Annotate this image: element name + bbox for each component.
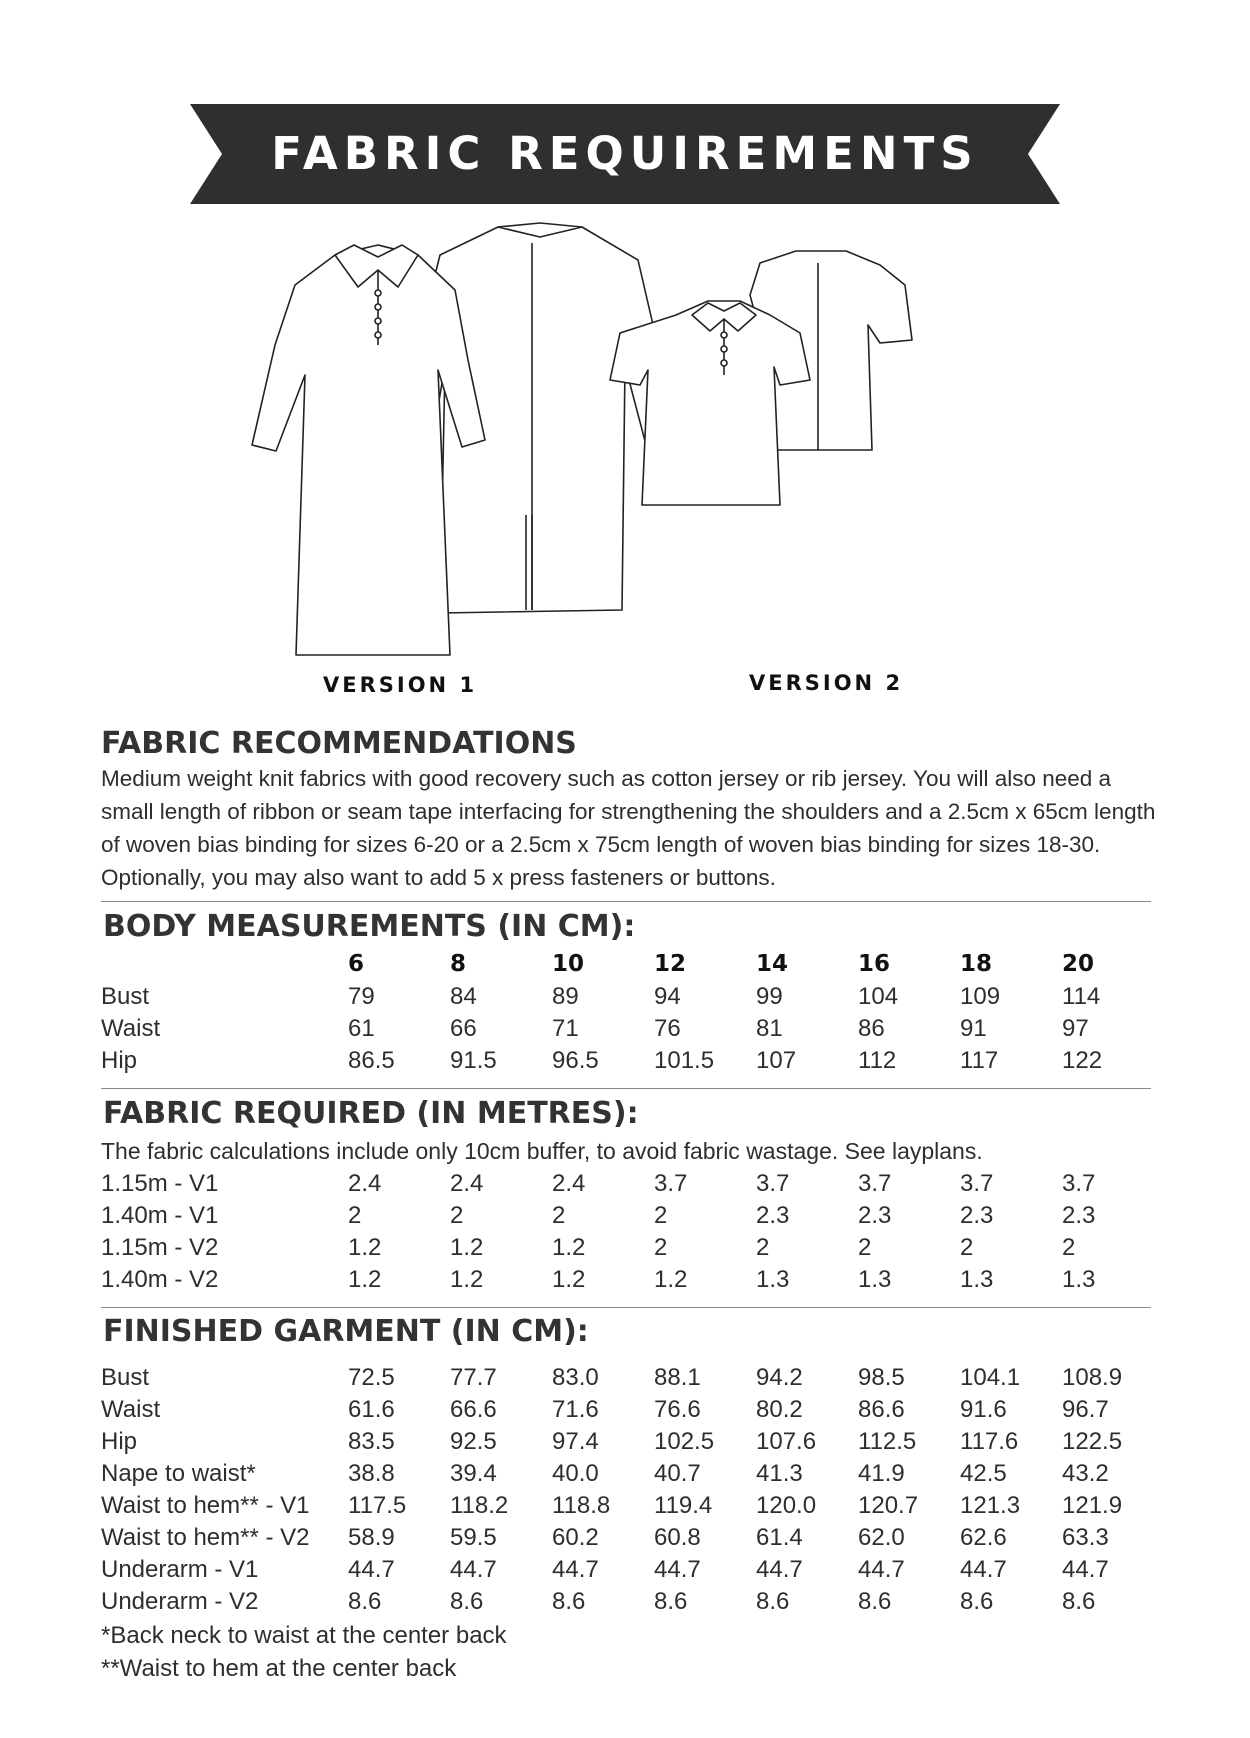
size-cell: 14	[756, 951, 789, 977]
table-row	[101, 983, 1161, 1015]
body-measurements-heading: BODY MEASUREMENTS (IN CM):	[103, 909, 636, 944]
garment-illustrations	[240, 215, 1000, 670]
row-label: Waist	[101, 1015, 161, 1042]
value-cell: 1.3	[960, 1266, 994, 1293]
value-cell: 102.5	[654, 1428, 715, 1455]
version-1-label: VERSION 1	[323, 673, 478, 697]
value-cell: 122	[1062, 1047, 1103, 1074]
value-cell: 2	[960, 1234, 974, 1261]
value-cell: 80.2	[756, 1396, 803, 1423]
row-label: Hip	[101, 1047, 138, 1074]
row-label: Waist	[101, 1396, 161, 1423]
value-cell: 2.3	[960, 1202, 994, 1229]
value-cell: 107.6	[756, 1428, 817, 1455]
value-cell: 2	[858, 1234, 872, 1261]
value-cell: 2	[552, 1202, 566, 1229]
value-cell: 8.6	[654, 1588, 688, 1615]
divider	[101, 1307, 1151, 1308]
value-cell: 44.7	[552, 1556, 599, 1583]
value-cell: 76	[654, 1015, 681, 1042]
value-cell: 2.4	[552, 1170, 586, 1197]
value-cell: 38.8	[348, 1460, 395, 1487]
value-cell: 76.6	[654, 1396, 701, 1423]
value-cell: 83.5	[348, 1428, 395, 1455]
value-cell: 40.0	[552, 1460, 599, 1487]
value-cell: 83.0	[552, 1364, 599, 1391]
row-label: Hip	[101, 1428, 138, 1455]
value-cell: 120.0	[756, 1492, 817, 1519]
fabric-recommendations-heading: FABRIC RECOMMENDATIONS	[101, 726, 577, 761]
value-cell: 109	[960, 983, 1001, 1010]
value-cell: 60.8	[654, 1524, 701, 1551]
value-cell: 8.6	[552, 1588, 586, 1615]
value-cell: 58.9	[348, 1524, 395, 1551]
value-cell: 117.5	[348, 1492, 407, 1519]
table-row	[101, 1266, 1161, 1298]
footnote-nape: *Back neck to waist at the center back	[101, 1622, 507, 1649]
table-row	[101, 1492, 1161, 1524]
value-cell: 3.7	[858, 1170, 892, 1197]
value-cell: 40.7	[654, 1460, 701, 1487]
value-cell: 3.7	[1062, 1170, 1096, 1197]
value-cell: 89	[552, 983, 579, 1010]
value-cell: 92.5	[450, 1428, 497, 1455]
value-cell: 71.6	[552, 1396, 599, 1423]
value-cell: 94	[654, 983, 681, 1010]
table-row	[101, 1524, 1161, 1556]
value-cell: 3.7	[960, 1170, 994, 1197]
value-cell: 66	[450, 1015, 477, 1042]
value-cell: 61.4	[756, 1524, 803, 1551]
value-cell: 107	[756, 1047, 797, 1074]
value-cell: 91	[960, 1015, 987, 1042]
value-cell: 59.5	[450, 1524, 497, 1551]
row-label: 1.40m - V1	[101, 1202, 219, 1229]
value-cell: 2	[450, 1202, 464, 1229]
value-cell: 112	[858, 1047, 897, 1074]
value-cell: 1.2	[552, 1266, 586, 1293]
value-cell: 79	[348, 983, 375, 1010]
value-cell: 88.1	[654, 1364, 701, 1391]
value-cell: 108.9	[1062, 1364, 1123, 1391]
table-row	[101, 1202, 1161, 1234]
value-cell: 2	[654, 1202, 668, 1229]
table-row	[101, 1588, 1161, 1620]
value-cell: 8.6	[450, 1588, 484, 1615]
size-cell: 18	[960, 951, 993, 977]
value-cell: 86	[858, 1015, 885, 1042]
page-title: FABRIC REQUIREMENTS	[271, 127, 979, 180]
size-cell: 12	[654, 951, 687, 977]
value-cell: 44.7	[756, 1556, 803, 1583]
value-cell: 97	[1062, 1015, 1089, 1042]
value-cell: 1.2	[348, 1266, 382, 1293]
value-cell: 61.6	[348, 1396, 395, 1423]
row-label: Underarm - V2	[101, 1588, 259, 1615]
row-label: 1.40m - V2	[101, 1266, 219, 1293]
value-cell: 72.5	[348, 1364, 395, 1391]
value-cell: 41.9	[858, 1460, 905, 1487]
footnote-waist-to-hem: **Waist to hem at the center back	[101, 1655, 457, 1682]
value-cell: 1.2	[654, 1266, 688, 1293]
table-row	[101, 1234, 1161, 1266]
value-cell: 86.5	[348, 1047, 395, 1074]
value-cell: 44.7	[858, 1556, 905, 1583]
divider	[101, 1088, 1151, 1089]
table-row	[101, 1556, 1161, 1588]
table-row	[101, 1015, 1161, 1047]
size-cell: 10	[552, 951, 585, 977]
table-row	[101, 1396, 1161, 1428]
finished-garment-heading: FINISHED GARMENT (IN CM):	[103, 1314, 589, 1349]
value-cell: 2	[654, 1234, 668, 1261]
size-cell: 16	[858, 951, 891, 977]
row-label: Bust	[101, 1364, 150, 1391]
value-cell: 44.7	[348, 1556, 395, 1583]
value-cell: 122.5	[1062, 1428, 1123, 1455]
value-cell: 8.6	[756, 1588, 790, 1615]
value-cell: 1.2	[552, 1234, 586, 1261]
value-cell: 3.7	[756, 1170, 790, 1197]
value-cell: 1.2	[450, 1234, 484, 1261]
fabric-recommendations-text: Medium weight knit fabrics with good recovery such as cotton jersey or rib jersey. You will also need a small length of ribbon or seam tape interfacing for strengthening the shoulders and a 2.5cm x 65cm length of woven bias binding for sizes 6-20 or a 2.5cm x 75cm length of woven bias binding for sizes 18-30. Optionally, you may also want to add 5 x press fasteners or buttons.	[101, 766, 1156, 890]
row-label: Underarm - V1	[101, 1556, 259, 1583]
size-cell: 20	[1062, 951, 1095, 977]
value-cell: 118.8	[552, 1492, 611, 1519]
value-cell: 121.3	[960, 1492, 1021, 1519]
value-cell: 104.1	[960, 1364, 1021, 1391]
value-cell: 2.4	[348, 1170, 382, 1197]
value-cell: 2	[756, 1234, 770, 1261]
value-cell: 91.5	[450, 1047, 497, 1074]
table-row	[101, 1460, 1161, 1492]
value-cell: 44.7	[450, 1556, 497, 1583]
value-cell: 8.6	[1062, 1588, 1096, 1615]
size-cell: 8	[450, 951, 467, 977]
fabric-required-heading: FABRIC REQUIRED (IN METRES):	[103, 1096, 639, 1131]
value-cell: 1.2	[450, 1266, 484, 1293]
value-cell: 118.2	[450, 1492, 509, 1519]
value-cell: 96.5	[552, 1047, 599, 1074]
value-cell: 8.6	[960, 1588, 994, 1615]
value-cell: 44.7	[654, 1556, 701, 1583]
value-cell: 8.6	[348, 1588, 382, 1615]
value-cell: 66.6	[450, 1396, 497, 1423]
fabric-calculation-note: The fabric calculations include only 10cm buffer, to avoid fabric wastage. See layplans.	[101, 1138, 983, 1164]
value-cell: 2.3	[1062, 1202, 1096, 1229]
table-row	[101, 1428, 1161, 1460]
divider	[101, 901, 1151, 902]
value-cell: 94.2	[756, 1364, 803, 1391]
value-cell: 42.5	[960, 1460, 1007, 1487]
value-cell: 1.3	[1062, 1266, 1096, 1293]
value-cell: 2	[1062, 1234, 1076, 1261]
value-cell: 43.2	[1062, 1460, 1109, 1487]
value-cell: 86.6	[858, 1396, 905, 1423]
value-cell: 81	[756, 1015, 783, 1042]
value-cell: 117.6	[960, 1428, 1019, 1455]
table-row	[101, 1170, 1161, 1202]
value-cell: 2.3	[858, 1202, 892, 1229]
table-row	[101, 1047, 1161, 1079]
value-cell: 77.7	[450, 1364, 497, 1391]
value-cell: 60.2	[552, 1524, 599, 1551]
value-cell: 99	[756, 983, 783, 1010]
row-label: 1.15m - V1	[101, 1170, 219, 1197]
value-cell: 39.4	[450, 1460, 497, 1487]
value-cell: 63.3	[1062, 1524, 1109, 1551]
value-cell: 62.0	[858, 1524, 905, 1551]
value-cell: 119.4	[654, 1492, 713, 1519]
value-cell: 112.5	[858, 1428, 917, 1455]
value-cell: 2.4	[450, 1170, 484, 1197]
value-cell: 1.3	[858, 1266, 892, 1293]
value-cell: 104	[858, 983, 899, 1010]
value-cell: 114	[1062, 983, 1101, 1010]
value-cell: 71	[552, 1015, 579, 1042]
size-cell: 6	[348, 951, 365, 977]
size-header-row	[101, 951, 1161, 983]
value-cell: 96.7	[1062, 1396, 1109, 1423]
value-cell: 61	[348, 1015, 375, 1042]
value-cell: 2	[348, 1202, 362, 1229]
row-label: Waist to hem** - V2	[101, 1524, 310, 1551]
value-cell: 97.4	[552, 1428, 599, 1455]
value-cell: 41.3	[756, 1460, 803, 1487]
version-2-label: VERSION 2	[749, 671, 904, 695]
row-label: Bust	[101, 983, 150, 1010]
value-cell: 91.6	[960, 1396, 1007, 1423]
row-label: Waist to hem** - V1	[101, 1492, 310, 1519]
value-cell: 44.7	[960, 1556, 1007, 1583]
value-cell: 1.2	[348, 1234, 382, 1261]
value-cell: 62.6	[960, 1524, 1007, 1551]
value-cell: 8.6	[858, 1588, 892, 1615]
value-cell: 2.3	[756, 1202, 790, 1229]
value-cell: 84	[450, 983, 477, 1010]
row-label: Nape to waist*	[101, 1460, 256, 1487]
title-banner	[190, 104, 1060, 204]
value-cell: 3.7	[654, 1170, 688, 1197]
value-cell: 117	[960, 1047, 999, 1074]
value-cell: 98.5	[858, 1364, 905, 1391]
value-cell: 101.5	[654, 1047, 715, 1074]
table-row	[101, 1364, 1161, 1396]
value-cell: 1.3	[756, 1266, 790, 1293]
value-cell: 121.9	[1062, 1492, 1123, 1519]
value-cell: 120.7	[858, 1492, 919, 1519]
row-label: 1.15m - V2	[101, 1234, 219, 1261]
value-cell: 44.7	[1062, 1556, 1109, 1583]
